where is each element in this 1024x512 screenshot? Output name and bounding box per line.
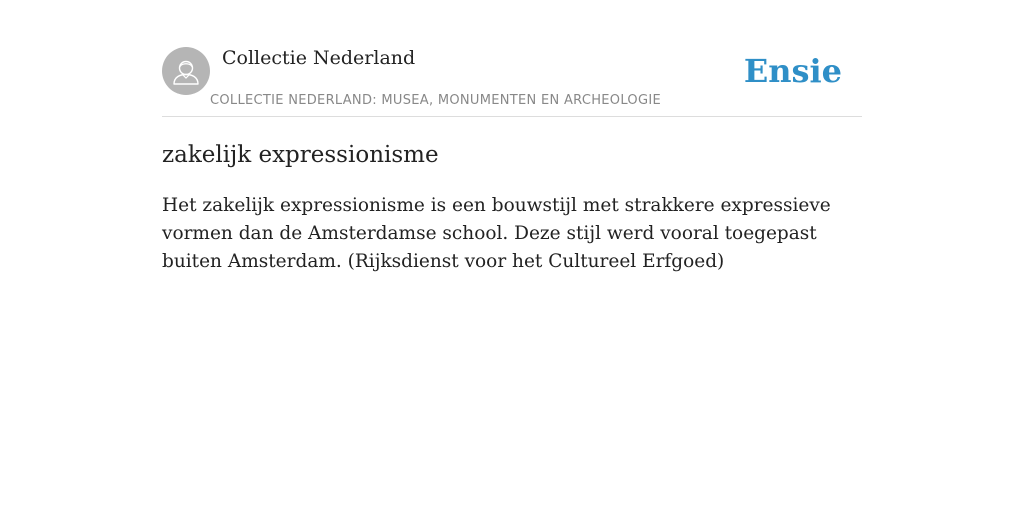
- entry-header: [162, 46, 862, 117]
- entry-term: zakelijk expressionisme: [162, 142, 439, 168]
- brand-logo[interactable]: Ensie: [743, 52, 842, 90]
- person-outline-icon: [162, 47, 210, 95]
- collection-name[interactable]: COLLECTIE NEDERLAND: MUSEA, MONUMENTEN EN ARCHEOLOGIE: [210, 93, 661, 108]
- user-avatar-icon[interactable]: [162, 47, 210, 95]
- author-name[interactable]: Collectie Nederland: [222, 47, 416, 69]
- entry-definition: Het zakelijk expressionisme is een bouwstijl met strakkere expressieve vormen dan de Amsterdamse school. Deze stijl werd vooral toegepast buiten Amsterdam. (Rijksdienst voor het Cultureel Erfgoed): [162, 195, 831, 272]
